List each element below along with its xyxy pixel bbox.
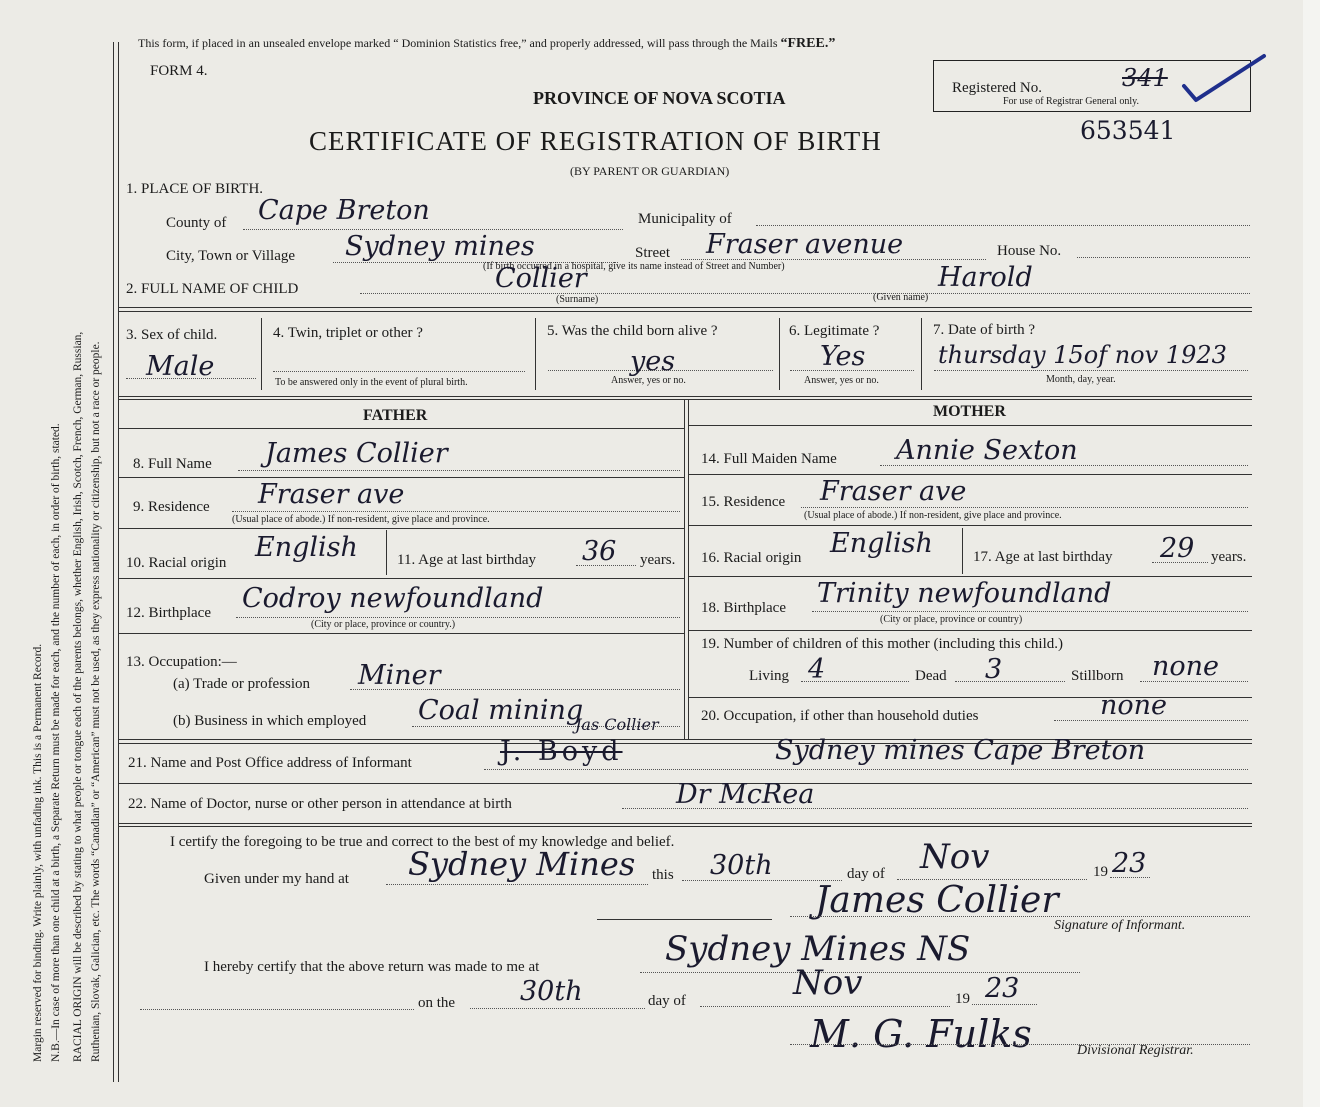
mother-residence-note: (Usual place of abode.) If non-resident, give place and province. [804, 510, 1062, 521]
informant-signature: James Collier [815, 880, 1059, 921]
stillborn-value: none [1152, 651, 1220, 682]
doctor-label: 22. Name of Doctor, nurse or other person in attendance at birth [128, 796, 512, 812]
business-value: Coal mining [418, 695, 584, 726]
father-heading: FATHER [363, 407, 428, 424]
mother-racial-label: 16. Racial origin [701, 550, 802, 566]
child-surname: Collier [495, 263, 587, 294]
mother-years: years. [1211, 549, 1247, 565]
registered-note: For use of Registrar General only. [1003, 96, 1139, 107]
living-value: 4 [808, 654, 826, 685]
county-label: County of [166, 215, 227, 231]
registered-label: Registered No. [952, 80, 1042, 96]
municipality-label: Municipality of [638, 211, 732, 227]
legitimate-value: Yes [820, 341, 866, 372]
mother-age-label: 17. Age at last birthday [973, 549, 1113, 565]
mother-birthplace: Trinity newfoundland [817, 578, 1112, 609]
informant-struck: J. Boyd [500, 736, 623, 767]
on-the-label: on the [418, 995, 456, 1011]
check-mark-icon [1180, 50, 1270, 110]
father-age-label: 11. Age at last birthday [397, 552, 536, 568]
county-value: Cape Breton [258, 195, 430, 226]
page-edge [1303, 0, 1320, 1107]
twin-label: 4. Twin, triplet or other ? [273, 325, 423, 341]
occupation-label: 13. Occupation:— [126, 654, 237, 670]
given-label: Given under my hand at [204, 871, 349, 887]
house-label: House No. [997, 243, 1062, 259]
father-age: 36 [582, 536, 617, 567]
mother-age: 29 [1160, 533, 1195, 564]
registrar-place: Sydney Mines NS [665, 929, 971, 969]
margin-note-1: Margin reserved for binding. Write plainly, with unfading ink. This is a Permanent Record. [32, 643, 44, 1062]
street-value: Fraser avenue [706, 229, 904, 260]
registrar-month: Nov [793, 963, 863, 1003]
child-given-name: Harold [938, 262, 1033, 293]
father-birthplace-label: 12. Birthplace [126, 605, 211, 621]
month-value: Nov [920, 837, 990, 877]
stillborn-label: Stillborn [1071, 668, 1124, 684]
father-residence-note: (Usual place of abode.) If non-resident, give place and province. [232, 514, 490, 525]
sex-label: 3. Sex of child. [126, 327, 218, 343]
year-prefix: 19 [1093, 864, 1108, 880]
trade-label: (a) Trade or profession [173, 676, 311, 692]
street-label: Street [635, 245, 670, 261]
hospital-note: (If birth occurred in a hospital, give its name instead of Street and Number) [483, 261, 785, 272]
mother-birthplace-label: 18. Birthplace [701, 600, 786, 616]
legitimate-note: Answer, yes or no. [804, 375, 879, 386]
certify-statement: I certify the foregoing to be true and correct to the best of my knowledge and belief. [170, 834, 675, 850]
mother-name-label: 14. Full Maiden Name [701, 451, 837, 467]
living-label: Living [749, 668, 789, 684]
place-heading: 1. PLACE OF BIRTH. [126, 181, 264, 197]
registrar-year: 23 [985, 973, 1020, 1004]
father-residence-label: 9. Residence [133, 499, 210, 515]
alive-note: Answer, yes or no. [611, 375, 686, 386]
margin-note-2: N.B.—In case of more than one child at a birth, a Separate Return must be made for each, and the number of each, in order of birth, stated. [50, 423, 62, 1062]
signature-label: Signature of Informant. [1054, 918, 1186, 933]
registrar-signature: M. G. Fulks [810, 1012, 1032, 1056]
day-of-label: day of [847, 866, 885, 882]
trade-value: Miner [358, 660, 441, 691]
certificate-number: 653541 [1080, 116, 1176, 145]
informant-name: Jas Collier [575, 715, 659, 734]
form-border-left-inner [118, 42, 119, 1082]
dob-value: thursday 15of nov 1923 [938, 341, 1227, 369]
mother-occupation: none [1100, 690, 1168, 721]
surname-note: (Surname) [556, 294, 599, 305]
child-name-label: 2. FULL NAME OF CHILD [126, 281, 299, 297]
children-label: 19. Number of children of this mother (including this child.) [701, 636, 1064, 652]
mother-racial-value: English [830, 528, 933, 559]
dead-label: Dead [915, 668, 947, 684]
mail-note: This form, if placed in an unsealed envelope marked “ Dominion Statistics free,” and properly addressed, will pass through the Mails “FREE.” [138, 36, 836, 51]
mother-residence-label: 15. Residence [701, 494, 786, 510]
informant-address: Sydney mines Cape Breton [775, 735, 1146, 766]
father-name-label: 8. Full Name [133, 456, 212, 472]
dob-note: Month, day, year. [1046, 374, 1116, 385]
business-label: (b) Business in which employed [173, 713, 367, 729]
father-name: James Collier [265, 438, 448, 469]
given-place: Sydney Mines [408, 845, 636, 883]
day-value: 30th [710, 850, 773, 881]
mother-occupation-label: 20. Occupation, if other than household duties [701, 708, 979, 724]
doctor-name: Dr McRea [676, 779, 815, 810]
father-racial-value: English [255, 532, 358, 563]
mother-heading: MOTHER [933, 403, 1006, 420]
registrar-year-prefix: 19 [955, 991, 970, 1007]
form-number: FORM 4. [150, 63, 208, 79]
alive-value: yes [630, 346, 676, 377]
registrar-statement: I hereby certify that the above return was made to me at [204, 959, 540, 975]
province-heading: PROVINCE OF NOVA SCOTIA [533, 88, 786, 108]
margin-note-3: RACIAL ORIGIN will be described by stating to what people or tongue each of the parents belongs, whether English, Irish, Scotch, French, German, Russian, [72, 331, 84, 1062]
given-note: (Given name) [873, 292, 929, 303]
father-racial-label: 10. Racial origin [126, 555, 227, 571]
margin-note-4: Ruthenian, Slovak, Galician, etc. The words “Canadian” or “American” must not be used, as they express nationality or citizenship, but not a race or people. [90, 341, 102, 1062]
certificate-title: CERTIFICATE OF REGISTRATION OF BIRTH [309, 126, 882, 156]
father-birthplace-note: (City or place, province or country.) [311, 619, 456, 630]
mother-residence: Fraser ave [820, 476, 967, 507]
father-years: years. [640, 552, 676, 568]
city-label: City, Town or Village [166, 248, 296, 264]
registrar-day: 30th [520, 976, 583, 1007]
father-residence: Fraser ave [258, 479, 405, 510]
dead-value: 3 [985, 654, 1003, 685]
registered-value: 341 [1122, 64, 1168, 92]
alive-label: 5. Was the child born alive ? [547, 323, 718, 339]
year-value: 23 [1112, 848, 1147, 879]
father-birthplace: Codroy newfoundland [242, 583, 544, 614]
mother-birthplace-note: (City or place, province or country) [880, 614, 1023, 625]
sex-value: Male [146, 351, 215, 382]
mother-name: Annie Sexton [896, 435, 1078, 466]
city-value: Sydney mines [345, 231, 535, 262]
legitimate-label: 6. Legitimate ? [789, 323, 880, 339]
twin-note: To be answered only in the event of plural birth. [275, 377, 468, 388]
dob-label: 7. Date of birth ? [933, 322, 1036, 338]
certificate-subtitle: (BY PARENT OR GUARDIAN) [570, 164, 730, 178]
registrar-day-of-label: day of [648, 993, 686, 1009]
this-label: this [652, 867, 674, 883]
form-border-left [113, 42, 114, 1082]
registrar-label: Divisional Registrar. [1077, 1043, 1194, 1058]
informant-label: 21. Name and Post Office address of Informant [128, 755, 412, 771]
